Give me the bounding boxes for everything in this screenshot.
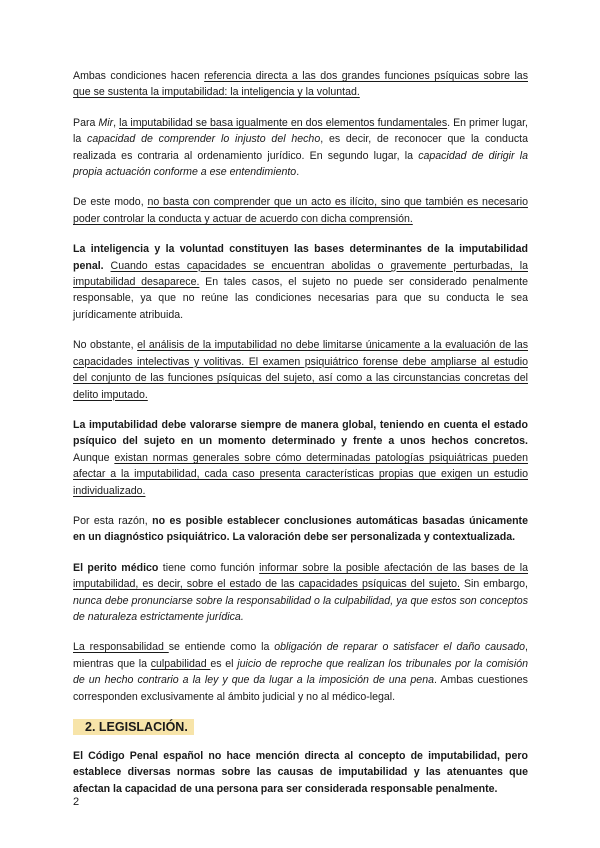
underlined-text: la imputabilidad se basa igualmente en dos elementos fundamentales bbox=[119, 116, 448, 129]
text-run: . Ambas cuestiones corresponden exclusivamente al ámbito judicial y no al médico-legal. bbox=[73, 674, 528, 703]
paragraph-4 bbox=[73, 241, 528, 323]
italic-text: juicio de reproche que realizan los tribunales por la comisión de un hecho contrario a la ley y que da lugar a la imposición de una pena bbox=[73, 657, 528, 687]
italic-text: capacidad de comprender lo injusto del hecho bbox=[87, 133, 321, 146]
text-run: . bbox=[296, 166, 300, 179]
italic-text: capacidad de dirigir la propia actuación conforme a ese entendimiento bbox=[73, 149, 529, 179]
paragraph-3 bbox=[73, 194, 528, 227]
underlined-text: culpabilidad bbox=[150, 657, 211, 670]
paragraph-10: El Código Penal español no hace mención directa al concepto de imputabilidad, pero establece diversas normas sobre las causas de imputabilidad y las atenuantes que afectan la capacidad de una persona para ser considerada responsable penalmente. bbox=[73, 750, 528, 795]
text-run: Por esta razón, bbox=[73, 514, 153, 527]
text-run: se entiende como la bbox=[168, 641, 275, 654]
text-run: Aunque bbox=[73, 451, 115, 464]
text-run: , mientras que la bbox=[73, 641, 528, 670]
underlined-text: La responsabilidad bbox=[73, 641, 169, 654]
underlined-text: informar sobre la posible afectación de las bases de la imputabilidad, es decir, sobre el estado de las capacidades psíquicas del sujeto. bbox=[73, 561, 528, 591]
bold-text: El perito médico bbox=[73, 561, 159, 574]
text-run: . En primer lugar, la bbox=[73, 116, 529, 146]
section-heading bbox=[73, 719, 528, 735]
author-name: Mir bbox=[98, 116, 114, 129]
underlined-text: el análisis de la imputabilidad no debe limitarse únicamente a la evaluación de las capacidades intelectivas y volitivas. El examen psiquiátrico forense debe ampliarse al estudio del conjunto de las funciones psíquicas del sujeto, así como a las circunstancias concretas del delito imputado. bbox=[73, 339, 529, 401]
text-run: tiene como función bbox=[158, 561, 260, 574]
underlined-text: no basta con comprender que un acto es ilícito, sino que también es necesario poder controlar la conducta y actuar de acuerdo con dicha comprensión. bbox=[73, 196, 528, 225]
paragraph-5 bbox=[73, 337, 528, 403]
section-heading-label: 2. LEGISLACIÓN. bbox=[73, 719, 194, 735]
paragraph-1 bbox=[73, 68, 528, 101]
text-run bbox=[104, 260, 111, 272]
underlined-text: existan normas generales sobre cómo determinadas patologías psiquiátricas pueden afectar a la imputabilidad, cada caso presenta características propias que exigen un estudio individualizado. bbox=[73, 451, 528, 497]
text-run: Para bbox=[73, 116, 99, 129]
paragraph-7 bbox=[73, 513, 528, 546]
underlined-text: referencia directa a las dos grandes funciones psíquicas sobre las que se sustenta la imputabilidad: la inteligencia y la voluntad. bbox=[73, 70, 528, 99]
page-number: 2 bbox=[73, 796, 80, 808]
bold-text: no es posible establecer conclusiones automáticas basadas únicamente en un diagnóstico psiquiátrico. La valoración debe ser personalizada y contextualizada. bbox=[73, 514, 528, 544]
text-run: Ambas condiciones hacen bbox=[73, 70, 205, 82]
italic-text: nunca debe pronunciarse sobre la responsabilidad o la culpabilidad, ya que estos son conceptos de naturaleza estrictamente jurídica. bbox=[73, 594, 528, 623]
text-run: De este modo, bbox=[73, 196, 148, 209]
text-run: Sin embargo, bbox=[460, 578, 529, 591]
text-run: , bbox=[113, 116, 120, 129]
italic-text: obligación de reparar o satisfacer el daño causado bbox=[274, 641, 526, 654]
text-run: No obstante, bbox=[73, 339, 138, 352]
paragraph-8 bbox=[73, 560, 528, 626]
paragraph-6 bbox=[73, 417, 528, 499]
text-run: En tales casos, el sujeto no puede ser considerado penalmente responsable, ya que no reúne las condiciones necesarias para que su conducta le sea jurídicamente atribuida. bbox=[73, 276, 528, 321]
bold-text: La imputabilidad debe valorarse siempre de manera global, teniendo en cuenta el estado psíquico del sujeto en un momento determinado y frente a unos hechos concretos. bbox=[73, 418, 528, 448]
text-run: es el bbox=[210, 657, 238, 670]
paragraph-2 bbox=[73, 115, 528, 181]
document-page bbox=[73, 68, 528, 811]
underlined-text: Cuando estas capacidades se encuentran abolidas o gravemente perturbadas, la imputabilidad desaparece. bbox=[73, 259, 528, 289]
text-run: , es decir, de reconocer que la conducta realizada es contraria al ordenamiento jurídico. En segundo lugar, la bbox=[73, 133, 528, 162]
paragraph-9 bbox=[73, 639, 528, 705]
bold-text: La inteligencia y la voluntad constituyen las bases determinantes de la imputabilidad penal. bbox=[73, 243, 528, 272]
